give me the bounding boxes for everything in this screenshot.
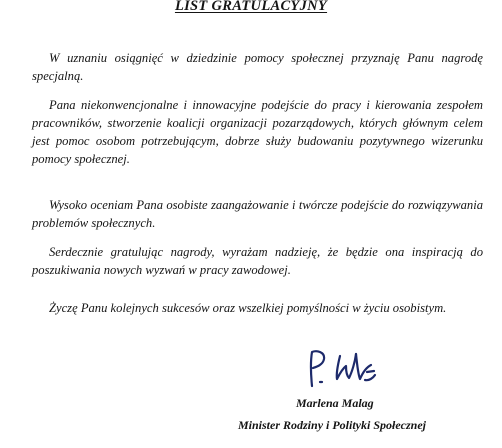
signer-role: Minister Rodziny i Polityki Społecznej xyxy=(238,418,427,432)
letter-paragraph-5: Życzę Panu kolejnych sukcesów oraz wszelkiej pomyślności w życiu osobistym. xyxy=(49,301,447,315)
letter-paragraph-3: Wysoko oceniam Pana osobiste zaangażowanie i twórcze podejście do rozwiązywania problemów społecznych. xyxy=(32,198,483,230)
letter-paragraph-2: Pana niekonwencjonalne i innowacyjne podejście do pracy i kierowania zespołem pracowników, stworzenie koalicji organizacji pozarządowych, których głównym celem jest pomoc osobom potrzebującym, dobrze służy budowaniu pozytywnego wizerunku pomocy społecznej. xyxy=(32,98,483,166)
letter-paragraph-4: Serdecznie gratulując nagrody, wyrażam nadzieję, że będzie ona inspiracją do poszukiwania nowych wyzwań w pracy zawodowej. xyxy=(32,245,483,277)
handwritten-signature xyxy=(303,346,403,390)
letter-title: LIST GRATULACYJNY xyxy=(174,0,328,14)
letter-paragraph-1: W uznaniu osiągnięć w dziedzinie pomocy społecznej przyznaję Panu nagrodę specjalną. xyxy=(32,51,483,83)
signer-name: Marlena Malag xyxy=(296,396,374,410)
